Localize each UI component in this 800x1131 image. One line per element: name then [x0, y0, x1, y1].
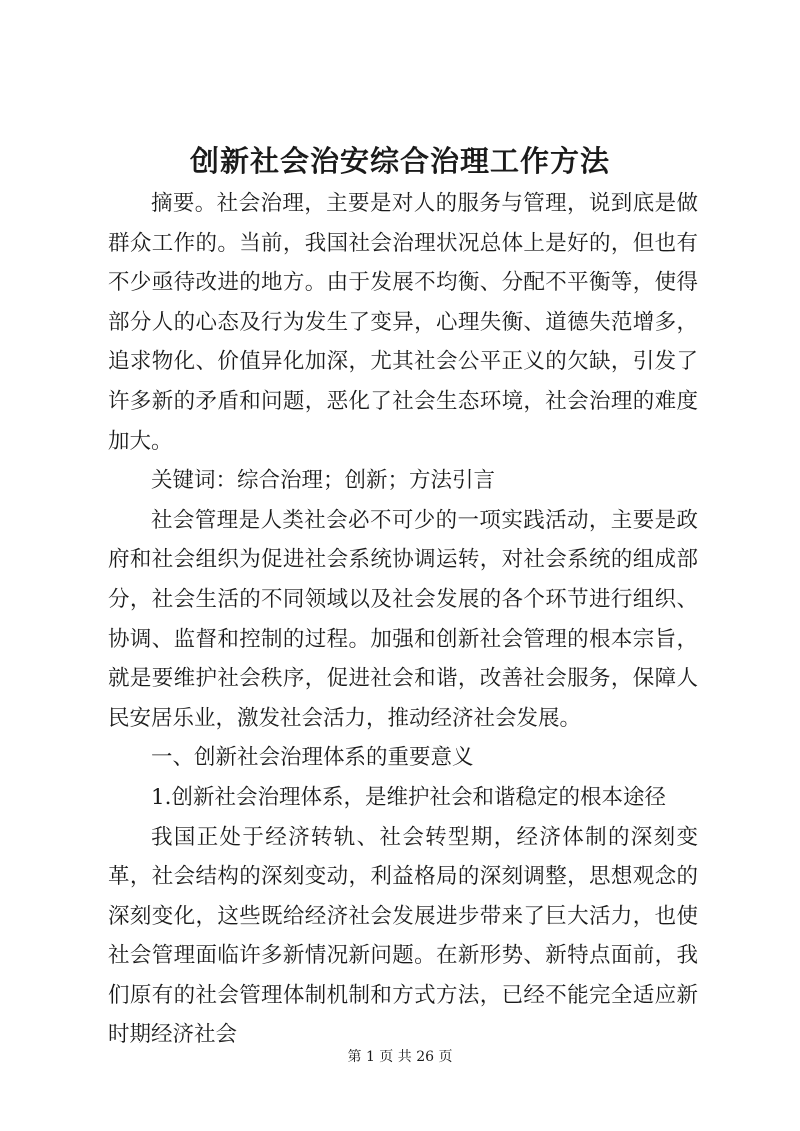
page-number-footer: 第 1 页 共 26 页 — [347, 1049, 453, 1065]
document-body — [108, 184, 698, 1055]
body-paragraph: 我国正处于经济转轨、社会转型期，经济体制的深刻变革，社会结构的深刻变动，利益格局的深刻调整，思想观念的深刻变化，这些既给经济社会发展进步带来了巨大活力，也使社会管理面临许多新情况新问题。在新形势、新特点面前，我们原有的社会管理体制机制和方式方法，已经不能完全适应新时期经济社会 — [108, 824, 698, 1048]
keywords-paragraph: 关键词：综合治理；创新；方法引言 — [151, 468, 496, 494]
subsection-heading: 1.创新社会治理体系，是维护社会和谐稳定的根本途径 — [151, 784, 667, 810]
section-heading: 一、创新社会治理体系的重要意义 — [151, 745, 474, 771]
abstract-paragraph: 摘要。社会治理，主要是对人的服务与管理，说到底是做群众工作的。当前，我国社会治理状况总体上是好的，但也有不少亟待改进的地方。由于发展不均衡、分配不平衡等，使得部分人的心态及行为发生了变异，心理失衡、道德失范增多，追求物化、价值异化加深，尤其社会公平正义的欠缺，引发了许多新的矛盾和问题，恶化了社会生态环境，社会治理的难度加大。 — [108, 191, 698, 454]
document-title: 创新社会治安综合治理工作方法 — [189, 144, 610, 178]
intro-paragraph: 社会管理是人类社会必不可少的一项实践活动，主要是政府和社会组织为促进社会系统协调运转，对社会系统的组成部分，社会生活的不同领域以及社会发展的各个环节进行组织、协调、监督和控制的过程。加强和创新社会管理的根本宗旨，就是要维护社会秩序，促进社会和谐，改善社会服务，保障人民安居乐业，激发社会活力，推动经济社会发展。 — [108, 507, 698, 731]
